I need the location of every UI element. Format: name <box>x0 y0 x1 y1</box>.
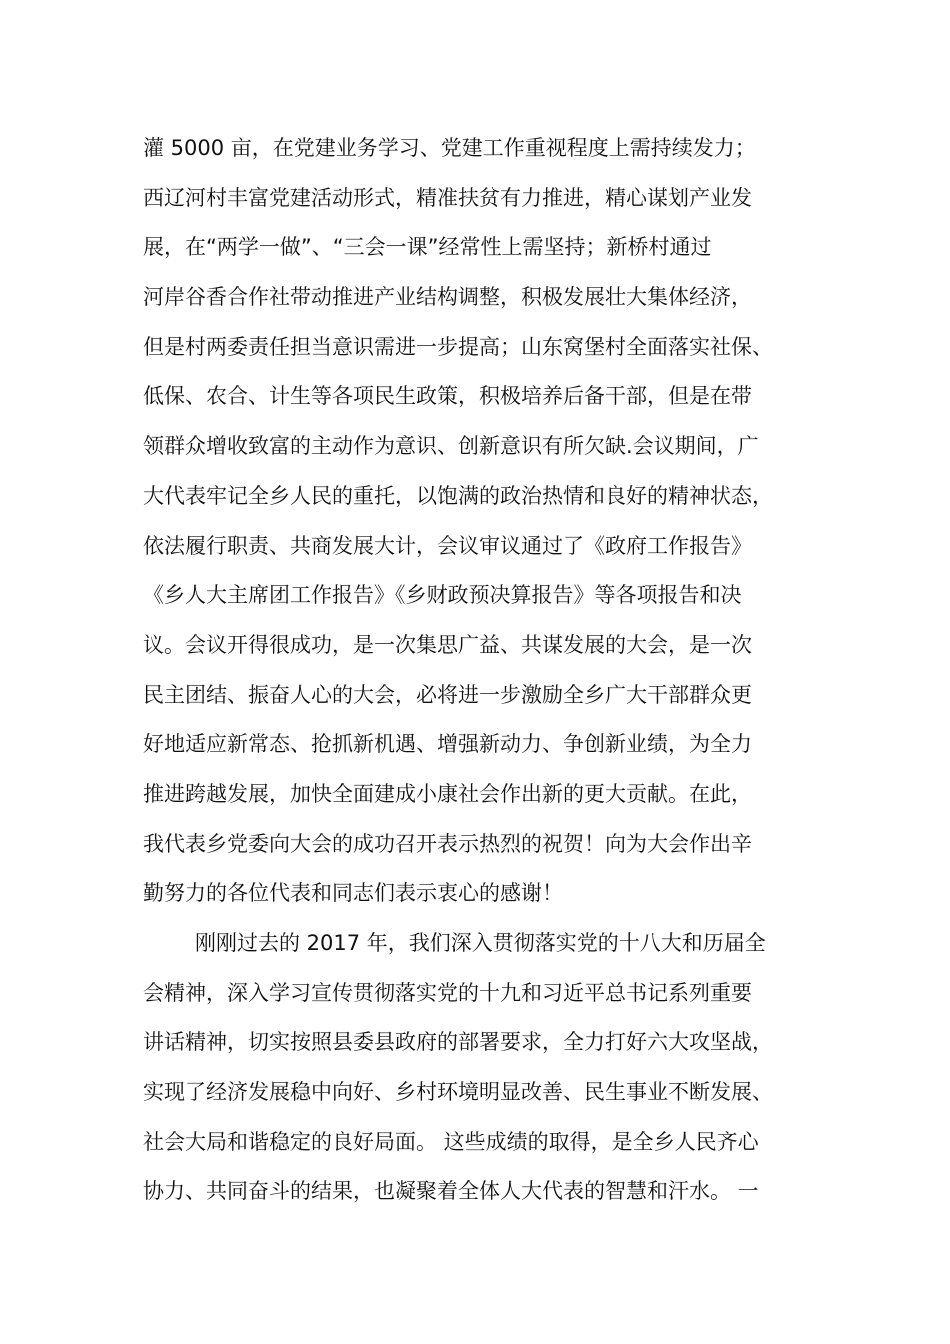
paragraph-start-line: 刚刚过去的 2017 年，我们深入贯彻落实党的十八大和历届全 <box>195 931 766 955</box>
text-line: 协力、共同奋斗的结果，也凝聚着全体人大代表的智慧和汗水。 一 <box>143 1179 759 1204</box>
text-line: 展，在“两学一做”、“三会一课”经常性上需坚持；新桥村通过 <box>143 235 712 260</box>
text-line: 西辽河村丰富党建活动形式，精准扶贫有力推进，精心谋划产业发 <box>143 185 752 210</box>
text-line: 社会大局和谐稳定的良好局面。 这些成绩的取得，是全乡人民齐心 <box>143 1129 759 1154</box>
text-line: 好地适应新常态、抢抓新机遇、增强新动力、争创新业绩，为全力 <box>143 732 752 757</box>
text-line: 河岸谷香合作社带动推进产业结构调整，积极发展壮大集体经济， <box>143 285 752 310</box>
text-line: 灌 5000 亩，在党建业务学习、党建工作重视程度上需持续发力； <box>143 136 756 160</box>
text-line: 但是村两委责任担当意识需进一步提高；山东窝堡村全面落实社保、 <box>143 334 773 359</box>
text-line: 会精神，深入学习宣传贯彻落实党的十九和习近平总书记系列重要 <box>143 980 752 1005</box>
text-line: 推进跨越发展，加快全面建成小康社会作出新的更大贡献。在此， <box>143 781 752 806</box>
text-line: 民主团结、振奋人心的大会，必将进一步激励全乡广大干部群众更 <box>143 682 752 707</box>
text-line: 低保、农合、计生等各项民生政策，积极培养后备干部，但是在带 <box>143 384 752 409</box>
text-line: 我代表乡党委向大会的成功召开表示热烈的祝贺！向为大会作出辛 <box>143 831 752 856</box>
body-text <box>143 124 823 1217</box>
text-line: 依法履行职责、共商发展大计，会议审议通过了《政府工作报告》 <box>143 533 752 558</box>
text-line: 讲话精神，切实按照县委县政府的部署要求，全力打好六大攻坚战， <box>143 1030 773 1055</box>
text-line: 实现了经济发展稳中向好、乡村环境明显改善、民生事业不断发展、 <box>143 1080 773 1105</box>
text-line: 《乡人大主席团工作报告》《乡财政预决算报告》等各项报告和决 <box>143 583 742 608</box>
text-line: 大代表牢记全乡人民的重托，以饱满的政治热情和良好的精神状态， <box>143 483 773 508</box>
text-line: 勤努力的各位代表和同志们表示衷心的感谢！ <box>143 881 563 906</box>
text-line: 领群众增收致富的主动作为意识、创新意识有所欠缺.会议期间，广 <box>143 434 759 459</box>
text-line: 议。会议开得很成功，是一次集思广益、共谋发展的大会，是一次 <box>143 632 752 657</box>
